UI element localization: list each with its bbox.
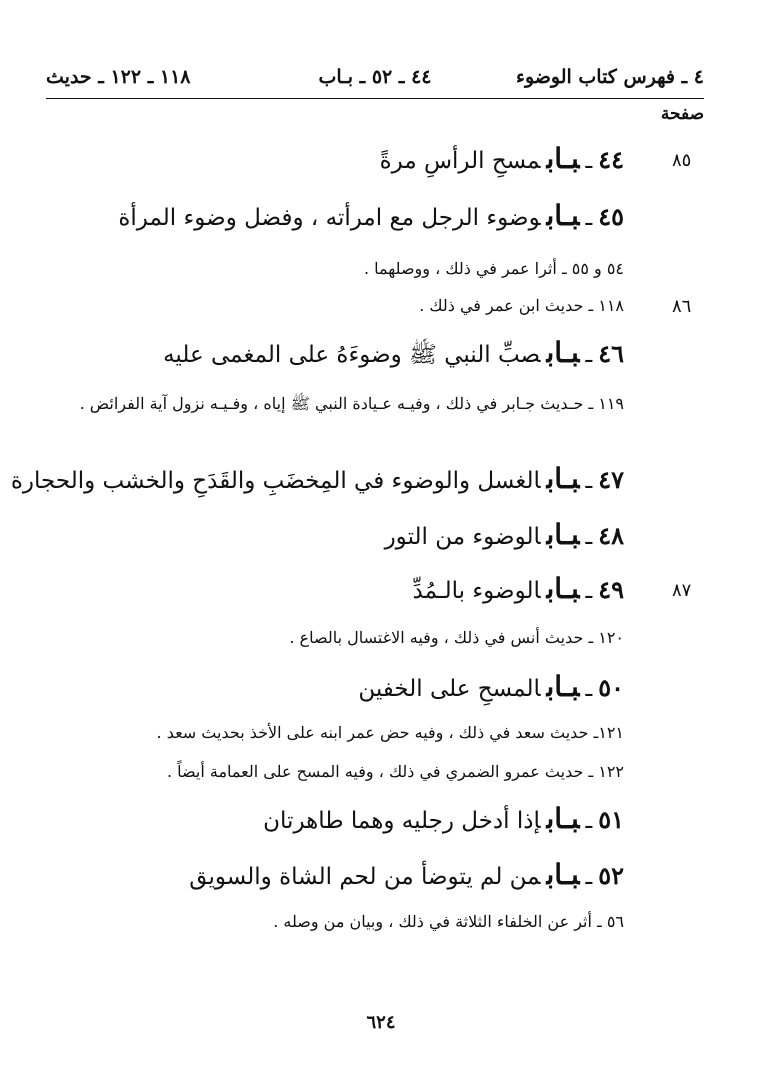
- dash-separator: ـ: [585, 205, 593, 231]
- page-column-label: صفحة: [660, 104, 704, 124]
- hadith-entry-122[interactable]: ١٢٢ ـ حديث عمرو الضمري في ذلك ، وفيه المسح على العمامة أيضاً .: [167, 762, 624, 781]
- athar-entry-54-55[interactable]: ٥٤ و ٥٥ ـ أثرا عمر في ذلك ، ووصلهما .: [363, 259, 624, 278]
- hadith-entry-121[interactable]: ١٢١ـ حديث سعد في ذلك ، وفيه حض عمر ابنه على الأخذ بحديث سعد .: [156, 723, 624, 742]
- dash-separator: ـ: [585, 342, 593, 368]
- dash-separator: ـ: [585, 808, 593, 834]
- hadith-entry-118[interactable]: ١١٨ ـ حديث ابن عمر في ذلك .: [419, 296, 624, 315]
- bab-title: صبِّ النبي ﷺ وضوءَهُ على المغمى عليه: [163, 342, 541, 368]
- bab-number: ٥١: [598, 805, 624, 834]
- dash-separator: ـ: [585, 468, 593, 494]
- folio-page-number: ٦٢٤: [366, 1012, 396, 1033]
- bab-title: الوضوء بالـمُدِّ: [412, 578, 541, 604]
- dash-separator: ـ: [585, 524, 593, 550]
- bab-keyword: بـاب: [546, 518, 580, 551]
- header-rule: [46, 98, 704, 99]
- bab-keyword: بـاب: [546, 199, 580, 232]
- bab-number: ٤٩: [598, 575, 624, 604]
- hadith-entry-120[interactable]: ١٢٠ ـ حديث أنس في ذلك ، وفيه الاغتسال بالصاع .: [289, 628, 624, 647]
- page-number: ٨٧: [672, 580, 692, 601]
- bab-keyword: بـاب: [546, 336, 580, 369]
- bab-number: ٤٧: [598, 465, 624, 494]
- page-number: ٨٦: [672, 296, 692, 317]
- dash-separator: ـ: [585, 676, 593, 702]
- bab-entry-44[interactable]: [380, 142, 624, 178]
- dash-separator: ـ: [585, 148, 593, 174]
- bab-entry-47[interactable]: [11, 462, 624, 498]
- bab-entry-45[interactable]: [118, 199, 624, 235]
- bab-title: المسحِ على الخفين: [358, 676, 541, 702]
- bab-keyword: بـاب: [546, 572, 580, 605]
- bab-number: ٤٤: [598, 145, 624, 174]
- bab-entry-51[interactable]: [263, 802, 624, 838]
- bab-number: ٤٥: [598, 202, 624, 231]
- bab-number: ٥٠: [598, 673, 624, 702]
- bab-number: ٤٨: [598, 521, 624, 550]
- dash-separator: ـ: [585, 578, 593, 604]
- bab-entry-52[interactable]: [189, 858, 624, 894]
- bab-keyword: بـاب: [546, 462, 580, 495]
- bab-title: مسحِ الرأسِ مرةً: [379, 148, 541, 174]
- bab-title: الوضوء من التور: [384, 524, 541, 550]
- header-hadith-range: ١١٨ ـ ١٢٢ ـ حديث: [46, 66, 191, 88]
- bab-keyword: بـاب: [546, 142, 580, 175]
- bab-number: ٥٢: [598, 861, 624, 890]
- bab-title: وضوء الرجل مع امرأته ، وفضل وضوء المرأة: [118, 205, 541, 231]
- bab-keyword: بـاب: [546, 802, 580, 835]
- hadith-entry-119[interactable]: ١١٩ ـ حـديث جـابر في ذلك ، وفيـه عـيادة النبي ﷺ إياه ، وفـيـه نزول آية الفرائض .: [79, 394, 624, 413]
- bab-title: الغسل والوضوء في المِخضَبِ والقَدَحِ والخشب والحجارة: [10, 468, 541, 494]
- bab-entry-48[interactable]: [385, 518, 624, 554]
- dash-separator: ـ: [585, 864, 593, 890]
- bab-keyword: بـاب: [546, 858, 580, 891]
- page-number: ٨٥: [672, 150, 692, 171]
- bab-entry-50[interactable]: [358, 670, 624, 706]
- bab-entry-46[interactable]: [163, 336, 624, 372]
- athar-entry-56[interactable]: ٥٦ ـ أثر عن الخلفاء الثلاثة في ذلك ، وبيان من وصله .: [273, 912, 624, 931]
- bab-title: من لم يتوضأ من لحم الشاة والسويق: [189, 864, 541, 890]
- header-chapter-title: ٤ ـ فهرس كتاب الوضوء: [516, 66, 704, 88]
- bab-keyword: بـاب: [546, 670, 580, 703]
- bab-title: إذا أدخل رجليه وهما طاهرتان: [263, 808, 541, 834]
- header-bab-range: ٤٤ ـ ٥٢ ـ بـاب: [318, 66, 432, 88]
- bab-entry-49[interactable]: [413, 572, 624, 608]
- bab-number: ٤٦: [598, 339, 624, 368]
- running-header: [46, 66, 704, 98]
